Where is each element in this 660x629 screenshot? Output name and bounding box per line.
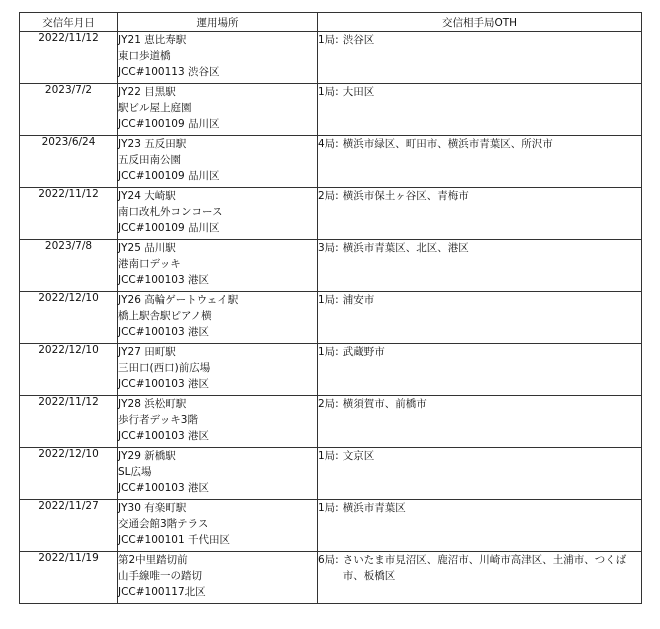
place-line: JCC#100101 千代田区 bbox=[118, 534, 230, 546]
place-line: JCC#100103 港区 bbox=[118, 274, 209, 286]
date-cell: 2023/6/24 bbox=[20, 136, 118, 188]
place-cell bbox=[118, 84, 318, 136]
place-line: 五反田南公園 bbox=[118, 154, 181, 166]
place-line: 山手線唯一の踏切 bbox=[118, 570, 202, 582]
station-count: 2局: bbox=[318, 398, 339, 410]
oth-cell bbox=[318, 188, 642, 240]
place-line: JY29 新橋駅 bbox=[118, 450, 176, 462]
oth-list: 横浜市緑区、町田市、横浜市青葉区、所沢市 bbox=[342, 138, 553, 150]
table-row bbox=[20, 552, 642, 604]
place-line: 交通会館3階テラス bbox=[118, 518, 209, 530]
table-row bbox=[20, 136, 642, 188]
place-cell bbox=[118, 552, 318, 604]
place-line: 駅ビル屋上庭園 bbox=[118, 102, 192, 114]
place-line: JY26 高輪ゲートウェイ駅 bbox=[118, 294, 239, 306]
place-cell bbox=[118, 188, 318, 240]
place-cell bbox=[118, 136, 318, 188]
oth-list: 武蔵野市 bbox=[342, 346, 385, 358]
oth-cell bbox=[318, 240, 642, 292]
place-cell bbox=[118, 396, 318, 448]
date-cell: 2022/11/12 bbox=[20, 188, 118, 240]
table-row bbox=[20, 448, 642, 500]
station-count: 1局: bbox=[318, 86, 339, 98]
station-count: 4局: bbox=[318, 138, 339, 150]
oth-cell bbox=[318, 292, 642, 344]
place-line: JY22 目黒駅 bbox=[118, 86, 176, 98]
place-line: JY28 浜松町駅 bbox=[118, 398, 187, 410]
header-place: 運用場所 bbox=[118, 13, 318, 32]
place-line: JY23 五反田駅 bbox=[118, 138, 187, 150]
station-count: 6局: bbox=[318, 554, 339, 566]
oth-list: 文京区 bbox=[342, 450, 375, 462]
table-row bbox=[20, 32, 642, 84]
place-line: JCC#100109 品川区 bbox=[118, 222, 220, 234]
place-line: JY27 田町駅 bbox=[118, 346, 176, 358]
date-cell: 2023/7/8 bbox=[20, 240, 118, 292]
place-cell bbox=[118, 32, 318, 84]
place-cell bbox=[118, 292, 318, 344]
place-line: 歩行者デッキ3階 bbox=[118, 414, 198, 426]
oth-list: 横須賀市、前橋市 bbox=[342, 398, 427, 410]
qso-log-table bbox=[19, 12, 642, 604]
place-line: 港南口デッキ bbox=[118, 258, 181, 270]
place-line: JY30 有楽町駅 bbox=[118, 502, 187, 514]
table-row bbox=[20, 292, 642, 344]
place-cell bbox=[118, 448, 318, 500]
header-date: 交信年月日 bbox=[20, 13, 118, 32]
oth-cell bbox=[318, 552, 642, 604]
place-line: JCC#100113 渋谷区 bbox=[118, 66, 220, 78]
place-line: 東口歩道橋 bbox=[118, 50, 171, 62]
place-line: JY25 品川駅 bbox=[118, 242, 176, 254]
oth-list: 横浜市保土ヶ谷区、青梅市 bbox=[342, 190, 469, 202]
place-cell bbox=[118, 344, 318, 396]
place-line: JCC#100103 港区 bbox=[118, 326, 209, 338]
place-line: JCC#100103 港区 bbox=[118, 482, 209, 494]
table-row bbox=[20, 240, 642, 292]
oth-list: 横浜市青葉区 bbox=[342, 502, 406, 514]
place-line: JY24 大崎駅 bbox=[118, 190, 176, 202]
place-line: SL広場 bbox=[118, 466, 152, 478]
date-cell: 2022/11/12 bbox=[20, 396, 118, 448]
place-line: JCC#100103 港区 bbox=[118, 378, 209, 390]
oth-list: さいたま市見沼区、鹿沼市、川崎市高津区、土浦市、つくば市、板橋区 bbox=[342, 554, 627, 582]
place-line: 南口改札外コンコース bbox=[118, 206, 223, 218]
place-line: JCC#100109 品川区 bbox=[118, 170, 220, 182]
oth-list: 渋谷区 bbox=[342, 34, 375, 46]
oth-list: 横浜市青葉区、北区、港区 bbox=[342, 242, 469, 254]
place-line: JY21 恵比寿駅 bbox=[118, 34, 187, 46]
station-count: 1局: bbox=[318, 346, 339, 358]
date-cell: 2022/12/10 bbox=[20, 344, 118, 396]
oth-cell bbox=[318, 344, 642, 396]
date-cell: 2023/7/2 bbox=[20, 84, 118, 136]
table-row bbox=[20, 344, 642, 396]
station-count: 2局: bbox=[318, 190, 339, 202]
date-cell: 2022/12/10 bbox=[20, 292, 118, 344]
table-row bbox=[20, 84, 642, 136]
date-cell: 2022/11/27 bbox=[20, 500, 118, 552]
place-cell bbox=[118, 500, 318, 552]
header-row bbox=[20, 13, 642, 32]
table-body bbox=[20, 32, 642, 604]
station-count: 1局: bbox=[318, 502, 339, 514]
oth-cell bbox=[318, 500, 642, 552]
place-cell bbox=[118, 240, 318, 292]
oth-cell bbox=[318, 84, 642, 136]
oth-cell bbox=[318, 32, 642, 84]
oth-list: 大田区 bbox=[342, 86, 375, 98]
table-row bbox=[20, 188, 642, 240]
station-count: 1局: bbox=[318, 294, 339, 306]
place-line: 橋上駅舎駅ピアノ横 bbox=[118, 310, 212, 322]
place-line: JCC#100117北区 bbox=[118, 586, 206, 598]
header-oth: 交信相手局OTH bbox=[318, 13, 642, 32]
place-line: 第2中里踏切前 bbox=[118, 554, 188, 566]
date-cell: 2022/12/10 bbox=[20, 448, 118, 500]
table-row bbox=[20, 396, 642, 448]
oth-cell bbox=[318, 136, 642, 188]
place-line: 三田口(西口)前広場 bbox=[118, 362, 211, 374]
station-count: 1局: bbox=[318, 34, 339, 46]
oth-cell bbox=[318, 396, 642, 448]
table-row bbox=[20, 500, 642, 552]
date-cell: 2022/11/12 bbox=[20, 32, 118, 84]
place-line: JCC#100109 品川区 bbox=[118, 118, 220, 130]
station-count: 1局: bbox=[318, 450, 339, 462]
place-line: JCC#100103 港区 bbox=[118, 430, 209, 442]
oth-cell bbox=[318, 448, 642, 500]
oth-list: 浦安市 bbox=[342, 294, 375, 306]
station-count: 3局: bbox=[318, 242, 339, 254]
date-cell: 2022/11/19 bbox=[20, 552, 118, 604]
